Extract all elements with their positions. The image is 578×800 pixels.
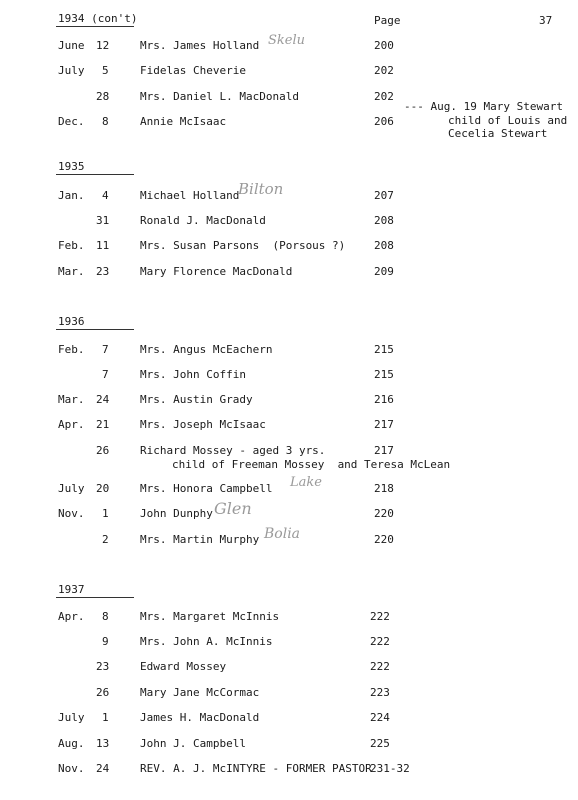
entry-month: July	[58, 482, 85, 495]
entry-page: 200	[374, 39, 394, 52]
entry-page: 215	[374, 343, 394, 356]
entry-page: 215	[374, 368, 394, 381]
entry-subline: child of Freeman Mossey and Teresa McLean	[172, 458, 451, 471]
side-note-line: --- Aug. 19 Mary Stewart	[404, 100, 563, 113]
entry-page: 217	[374, 444, 394, 457]
entry-name: Mrs. John A. McInnis	[140, 635, 273, 648]
entry-day: 2	[102, 533, 109, 546]
entry-page: 206	[374, 115, 394, 128]
entry-name: Mary Jane McCormac	[140, 686, 260, 699]
page-number: 37	[539, 14, 553, 27]
entry-name: Mrs. Angus McEachern	[140, 343, 273, 356]
entry-month: Nov.	[58, 762, 85, 775]
entry-day: 1	[102, 507, 109, 520]
entry-page: 209	[374, 265, 394, 278]
entry-name: Ronald J. MacDonald	[140, 214, 266, 227]
entry-month: Apr.	[58, 610, 85, 623]
entry-day: 7	[102, 343, 109, 356]
entry-month: July	[58, 711, 85, 724]
entry-page: 202	[374, 64, 394, 77]
entry-month: Feb.	[58, 239, 85, 252]
entry-day: 26	[96, 444, 110, 457]
entry-day: 24	[96, 762, 110, 775]
entry-name: Michael Holland	[140, 189, 240, 202]
entry-month: Jan.	[58, 189, 85, 202]
entry-name: Mary Florence MacDonald	[140, 265, 293, 278]
handwritten-annotation: Bolia	[264, 526, 301, 542]
handwritten-annotation: Glen	[214, 499, 252, 518]
entry-day: 20	[96, 482, 110, 495]
entry-name: Mrs. Daniel L. MacDonald	[140, 90, 299, 103]
entry-page: 202	[374, 90, 394, 103]
year-underline	[56, 329, 134, 330]
entry-page: 220	[374, 533, 394, 546]
entry-day: 23	[96, 265, 110, 278]
entry-page: 222	[370, 660, 390, 673]
entry-day: 9	[102, 635, 109, 648]
entry-day: 12	[96, 39, 110, 52]
entry-name: Mrs. Joseph McIsaac	[140, 418, 266, 431]
entry-month: Apr.	[58, 418, 85, 431]
handwritten-annotation: Skelu	[268, 33, 306, 48]
entry-month: July	[58, 64, 85, 77]
year-heading: 1937	[58, 583, 85, 596]
entry-name: Mrs. Susan Parsons (Porsous ?)	[140, 239, 346, 252]
entry-name: Mrs. Margaret McInnis	[140, 610, 280, 623]
entry-day: 7	[102, 368, 109, 381]
entry-page: 218	[374, 482, 394, 495]
entry-month: Aug.	[58, 737, 85, 750]
entry-day: 8	[102, 115, 109, 128]
entry-day: 26	[96, 686, 110, 699]
entry-day: 13	[96, 737, 110, 750]
entry-name: Mrs. Austin Grady	[140, 393, 253, 406]
entry-name: REV. A. J. McINTYRE - FORMER PASTOR	[140, 762, 372, 775]
entry-day: 31	[96, 214, 110, 227]
entry-name: Annie McIsaac	[140, 115, 227, 128]
entry-day: 4	[102, 189, 109, 202]
year-underline	[56, 597, 134, 598]
entry-name: James H. MacDonald	[140, 711, 260, 724]
year-underline	[56, 174, 134, 175]
entry-name: John Dunphy	[140, 507, 213, 520]
entry-page: 216	[374, 393, 394, 406]
entry-page: 207	[374, 189, 394, 202]
handwritten-annotation: Lake	[290, 475, 322, 490]
side-note-line: Cecelia Stewart	[448, 127, 548, 140]
side-note-line: child of Louis and	[448, 114, 568, 127]
entry-name: John J. Campbell	[140, 737, 246, 750]
page-column-label: Page	[374, 14, 401, 27]
entry-day: 24	[96, 393, 110, 406]
entry-name: Fidelas Cheverie	[140, 64, 246, 77]
entry-month: Mar.	[58, 265, 85, 278]
heading-underline	[56, 26, 134, 27]
year-heading: 1935	[58, 160, 85, 173]
entry-page: 225	[370, 737, 390, 750]
entry-page: 217	[374, 418, 394, 431]
entry-name: Edward Mossey	[140, 660, 227, 673]
entry-day: 1	[102, 711, 109, 724]
entry-name: Mrs. Honora Campbell	[140, 482, 273, 495]
entry-day: 5	[102, 64, 109, 77]
entry-month: June	[58, 39, 85, 52]
entry-month: Dec.	[58, 115, 85, 128]
entry-name: Richard Mossey - aged 3 yrs.	[140, 444, 326, 457]
entry-page: 220	[374, 507, 394, 520]
entry-day: 23	[96, 660, 110, 673]
entry-name: Mrs. John Coffin	[140, 368, 246, 381]
entry-name: Mrs. James Holland	[140, 39, 260, 52]
entry-month: Mar.	[58, 393, 85, 406]
handwritten-annotation: Bilton	[238, 180, 284, 198]
entry-page: 222	[370, 635, 390, 648]
entry-page: 222	[370, 610, 390, 623]
entry-month: Nov.	[58, 507, 85, 520]
continued-year-heading: 1934 (con't)	[58, 12, 138, 25]
entry-name: Mrs. Martin Murphy	[140, 533, 260, 546]
entry-page: 208	[374, 239, 394, 252]
entry-page: 208	[374, 214, 394, 227]
entry-day: 11	[96, 239, 110, 252]
year-heading: 1936	[58, 315, 85, 328]
entry-day: 8	[102, 610, 109, 623]
entry-page: 224	[370, 711, 390, 724]
entry-month: Feb.	[58, 343, 85, 356]
entry-day: 21	[96, 418, 110, 431]
entry-page: 223	[370, 686, 390, 699]
entry-page: 231-32	[370, 762, 410, 775]
entry-day: 28	[96, 90, 110, 103]
